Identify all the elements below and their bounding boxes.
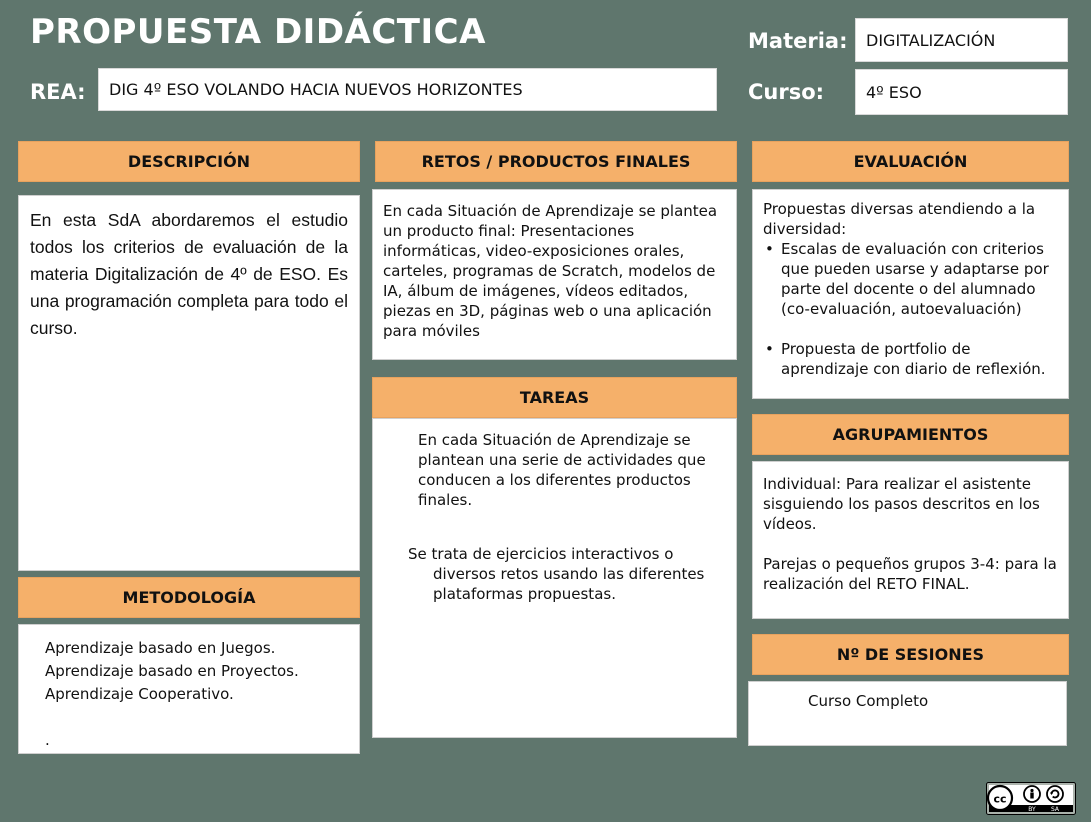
cc-by-sa-icon[interactable] [986,782,1076,815]
metodologia-panel [18,624,360,754]
tareas-paragraph-1: En cada Situación de Aprendizaje se plantean una serie de actividades que conducen a los diferentes productos finales. [418,431,706,509]
evaluacion-bullet: • Propuesta de portfolio de aprendizaje con diario de reflexión. [781,339,1058,379]
materia-field[interactable]: DIGITALIZACIÓN [855,18,1068,62]
evaluacion-header: EVALUACIÓN [752,141,1069,182]
page-title: PROPUESTA DIDÁCTICA [30,12,486,52]
tareas-header: TAREAS [372,377,737,418]
metodologia-item: Aprendizaje basado en Juegos. [45,639,276,657]
tareas-paragraph-2 [408,544,718,604]
agrupamientos-paragraph-1: Individual: Para realizar el asistente sisguiendo los pasos descritos en los vídeos. [763,475,1040,533]
curso-field[interactable]: 4º ESO [855,69,1068,115]
evaluacion-bullet: • Escalas de evaluación con criterios que pueden usarse y adaptarse por parte del docente o del alumnado (co-evaluación, autoevaluación) [781,239,1058,319]
agrupamientos-paragraph-2: Parejas o pequeños grupos 3-4: para la realización del RETO FINAL. [763,555,1057,593]
sesiones-value: Curso Completo [808,692,929,710]
retos-header: RETOS / PRODUCTOS FINALES [375,141,737,182]
tareas-paragraph-2-rest: diversos retos usando las diferentes plataformas propuestas. [433,565,705,603]
rea-field[interactable]: DIG 4º ESO VOLANDO HACIA NUEVOS HORIZONTES [98,68,717,111]
evaluacion-intro: Propuestas diversas atendiendo a la diversidad: [763,200,1036,238]
metodologia-item: Aprendizaje basado en Proyectos. [45,662,299,680]
materia-label: Materia: [748,29,848,53]
rea-label: REA: [30,80,86,104]
agrupamientos-header: AGRUPAMIENTOS [752,414,1069,455]
retos-panel [372,189,737,360]
metodologia-item: . [45,731,50,749]
tareas-panel [372,418,737,738]
tareas-paragraph-2-line: Se trata de ejercicios interactivos o [408,545,674,563]
metodologia-header: METODOLOGÍA [18,577,360,618]
descripcion-text: En esta SdA abordaremos el estudio todos los criterios de evaluación de la materia Digitalización de 4º de ESO. Es una programación completa para todo el curso. [30,210,348,338]
retos-text: En cada Situación de Aprendizaje se plantea un producto final: Presentaciones informáticas, video-exposiciones orales, carteles, programas de Scratch, modelos de IA, álbum de imágenes, vídeos editados, piezas en 3D, páginas web o una aplicación para móviles [383,202,718,340]
evaluacion-panel [752,189,1069,399]
sesiones-header: Nº DE SESIONES [752,634,1069,675]
curso-label: Curso: [748,80,825,104]
agrupamientos-panel [752,461,1069,619]
cc-sa-label: SA [1050,806,1060,814]
descripcion-panel [18,195,360,571]
svg-text:cc: cc [993,792,1007,806]
metodologia-item: Aprendizaje Cooperativo. [45,685,234,703]
sesiones-panel [748,681,1067,746]
cc-by-label: BY [1028,806,1036,814]
descripcion-header: DESCRIPCIÓN [18,141,360,182]
